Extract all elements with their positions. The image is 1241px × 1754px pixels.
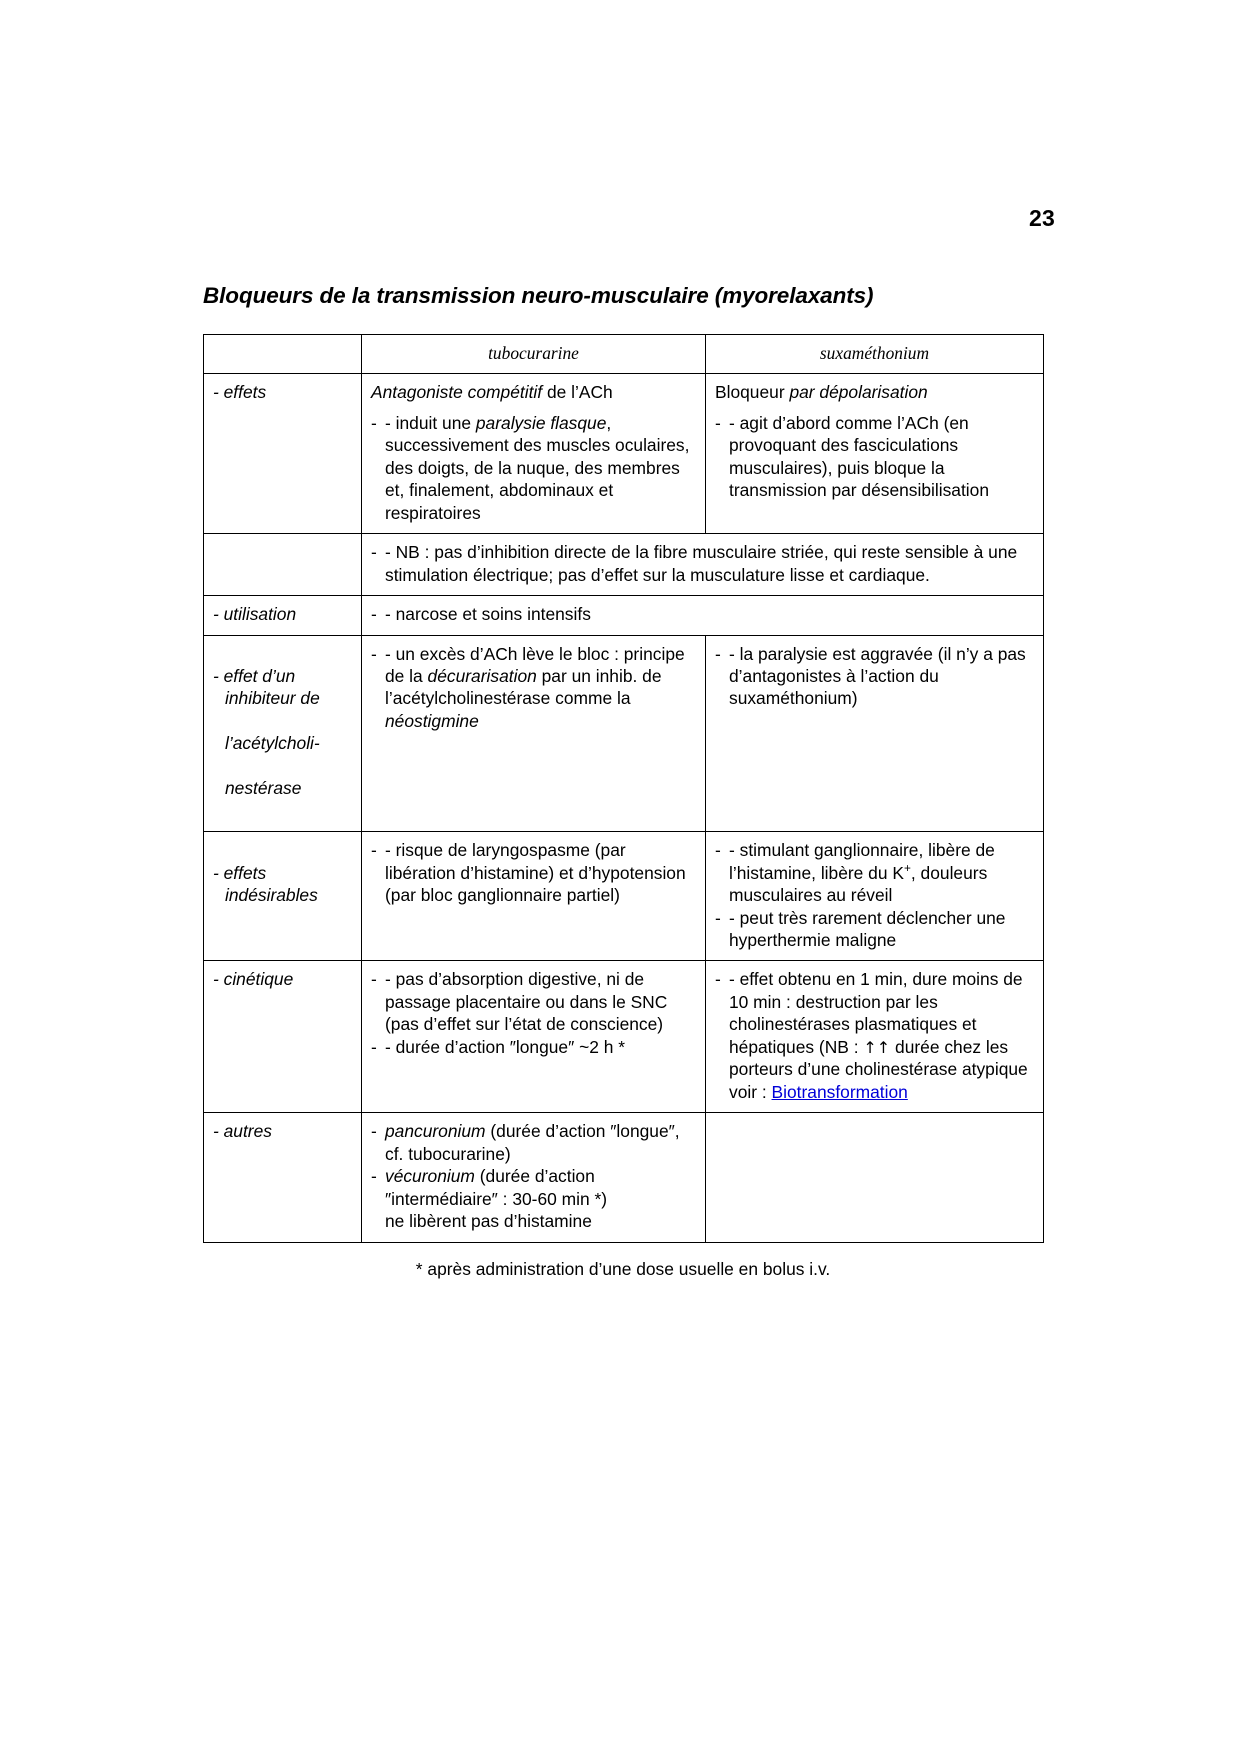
table-header-suxamethonium: suxaméthonium	[706, 335, 1044, 374]
inhib-tubo-emphasis-1: décurarisation	[427, 665, 537, 686]
double-up-arrow-icon: ↑↑	[863, 1037, 891, 1057]
page-title: Bloqueurs de la transmission neuro-musculaire (myorelaxants)	[203, 283, 874, 308]
list-item	[371, 541, 1034, 586]
inhibiteur-label-line2: inhibiteur de	[225, 688, 320, 709]
cell-indesirables-suxamethonium	[706, 832, 1044, 961]
inhibiteur-suxamethonium-list	[715, 643, 1034, 710]
cell-inhibiteur-suxamethonium	[706, 635, 1044, 832]
table-row-autres	[204, 1113, 1044, 1242]
table-row-indesirables	[204, 832, 1044, 961]
autres-tubocurarine-list	[371, 1120, 696, 1232]
autres-b3: ne libèrent pas d’histamine	[385, 1211, 592, 1232]
effets-lead-emphasis: Antagoniste compétitif	[371, 382, 543, 403]
list-item	[371, 1165, 696, 1210]
cine-tubo-b2: - durée d’action ″longue″ ~2 h *	[385, 1036, 626, 1057]
inhibiteur-tubocurarine-list	[371, 643, 696, 733]
effets-suxamethonium-list	[715, 412, 1034, 502]
effets-sux-lead-plain: Bloqueur	[715, 382, 790, 403]
list-item	[371, 968, 696, 1035]
cell-utilisation	[362, 596, 1044, 635]
cine-sux-b: durée chez les porteurs d’une cholinestérase atypique voir :	[729, 1036, 1028, 1102]
autres-b1-emphasis: pancuronium	[385, 1121, 486, 1142]
utilisation-text: - narcose et soins intensifs	[385, 604, 591, 625]
cine-sux-a: - effet obtenu en 1 min, dure moins de 10 min : destruction par les cholinestérases plasmatiques et hépatiques (NB :	[729, 969, 1023, 1057]
table-footnote: * après administration d’une dose usuelle en bolus i.v.	[415, 1259, 831, 1279]
cell-cinetique-suxamethonium	[706, 961, 1044, 1113]
cinetique-suxamethonium-list	[715, 968, 1034, 1103]
nb-text: - NB : pas d’inhibition directe de la fibre musculaire striée, qui reste sensible à une stimulation électrique; pas d’effet sur la musculature lisse et cardiaque.	[385, 542, 1018, 585]
indesirables-suxamethonium-list	[715, 839, 1034, 951]
indes-tubo-text: - risque de laryngospasme (par libération d’histamine) et d’hypotension (par bloc ganglionnaire partiel)	[385, 840, 686, 906]
link-biotransformation[interactable]: Biotransformation	[771, 1081, 908, 1102]
indes-sux-b2: - peut très rarement déclencher une hyperthermie maligne	[729, 907, 1006, 950]
list-item	[371, 1036, 696, 1058]
indesirables-label-line1: - effets	[213, 862, 267, 883]
list-item	[371, 603, 1034, 625]
autres-b1-rest: (durée d’action ″longue″, cf. tubocurarine)	[385, 1121, 680, 1164]
list-item	[371, 1210, 696, 1232]
list-item	[371, 839, 696, 906]
cell-cinetique-tubocurarine	[362, 961, 706, 1113]
effets-lead-rest: de l’ACh	[542, 382, 613, 403]
cell-autres-tubocurarine	[362, 1113, 706, 1242]
inhib-tubo-a: - un excès d’ACh lève le bloc : principe de la	[385, 643, 685, 686]
list-item	[715, 968, 1034, 1103]
indesirables-tubocurarine-list	[371, 839, 696, 906]
row-label-utilisation: - utilisation	[204, 596, 362, 635]
indes-sux-b1-a: - stimulant ganglionnaire, libère de l’histamine, libère du K	[729, 840, 995, 883]
cell-effets-tubocurarine	[362, 374, 706, 534]
list-item	[371, 412, 696, 524]
list-item	[715, 412, 1034, 502]
cell-nb-note	[362, 534, 1044, 596]
table-row-cinetique	[204, 961, 1044, 1113]
table-row-nb	[204, 534, 1044, 596]
inhib-sux-text: - la paralysie est aggravée (il n’y a pas d’antagonistes à l’action du suxaméthonium)	[729, 643, 1026, 709]
page-number: 23	[1029, 205, 1055, 231]
row-label-nb-empty	[204, 534, 362, 596]
list-item	[715, 907, 1034, 952]
inhib-tubo-emphasis-2: néostigmine	[385, 710, 479, 731]
table-header-corner	[204, 335, 362, 374]
row-label-inhibiteur	[204, 635, 362, 832]
cell-autres-suxamethonium	[706, 1113, 1044, 1242]
table-row-effets	[204, 374, 1044, 534]
inhib-tubo-b: par un inhib. de l’acétylcholinestérase comme la	[385, 665, 662, 709]
effets-tubocurarine-list	[371, 412, 696, 524]
effets-b1-a: - induit une	[385, 412, 476, 433]
table-row-inhibiteur	[204, 635, 1044, 832]
table-header-tubocurarine: tubocurarine	[362, 335, 706, 374]
inhibiteur-label-line1: - effet d’un	[213, 665, 296, 686]
inhibiteur-label-line3: l’acétylcholi-	[225, 733, 320, 754]
effets-suxamethonium-lead	[715, 381, 1034, 403]
list-item	[371, 1120, 696, 1165]
autres-b2-emphasis: vécuronium	[385, 1166, 475, 1187]
indesirables-label-line2: indésirables	[225, 885, 318, 906]
cell-indesirables-tubocurarine	[362, 832, 706, 961]
effets-sux-lead-emphasis: par dépolarisation	[789, 382, 928, 403]
effets-b1-emphasis: paralysie flasque	[475, 412, 607, 433]
list-item	[715, 643, 1034, 710]
effets-b1-b: , successivement des muscles oculaires, des doigts, de la nuque, des membres et, finalement, abdominaux et respiratoires	[385, 412, 690, 523]
comparison-table	[203, 334, 1044, 1243]
cell-inhibiteur-tubocurarine	[362, 635, 706, 832]
potassium-superscript: +	[903, 860, 911, 875]
table-row-utilisation	[204, 596, 1044, 635]
cine-tubo-b1: - pas d’absorption digestive, ni de passage placentaire ou dans le SNC (pas d’effet sur l’état de conscience)	[385, 969, 668, 1035]
row-label-autres: - autres	[204, 1113, 362, 1242]
effets-tubocurarine-lead	[371, 381, 696, 403]
row-label-cinetique: - cinétique	[204, 961, 362, 1113]
row-label-effets: - effets	[204, 374, 362, 534]
list-item	[715, 839, 1034, 906]
indes-sux-b1-b: , douleurs musculaires au réveil	[729, 862, 988, 906]
inhibiteur-label-line4: nestérase	[225, 778, 302, 799]
cinetique-tubocurarine-list	[371, 968, 696, 1058]
list-item	[371, 643, 696, 733]
autres-b2-rest: (durée d’action ″intermédiaire″ : 30-60 min *)	[385, 1166, 608, 1209]
nb-list	[371, 541, 1034, 586]
cell-effets-suxamethonium	[706, 374, 1044, 534]
row-label-indesirables	[204, 832, 362, 961]
table-header-row	[204, 335, 1044, 374]
utilisation-list	[371, 603, 1034, 625]
effets-sux-b1: - agit d’abord comme l’ACh (en provoquant des fasciculations musculaires), puis bloque la transmission par désensibilisation	[729, 412, 990, 501]
